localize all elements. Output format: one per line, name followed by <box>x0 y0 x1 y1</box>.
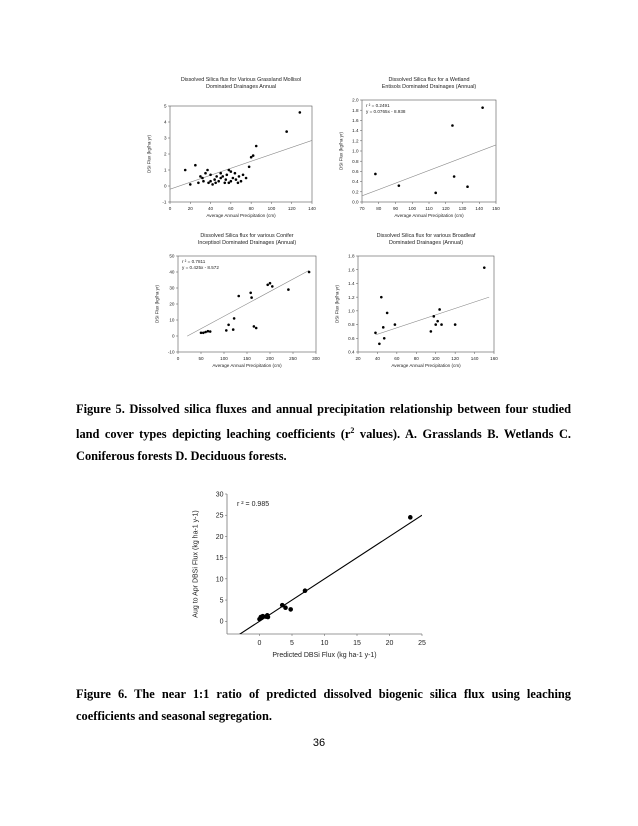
chart-c-data-point <box>225 329 228 332</box>
chart-d-data-point <box>434 323 437 326</box>
chart-e-x-tick-label: 0 <box>257 640 262 648</box>
chart-c-data-point <box>202 332 205 335</box>
chart-c-data-point <box>207 330 210 333</box>
chart-d-data-point <box>430 330 433 333</box>
chart-a-data-point <box>221 175 224 178</box>
chart-a-data-point <box>234 172 237 175</box>
chart-b-title: Dissolved Silica flux for a Wetland <box>388 77 470 83</box>
chart-c-x-tick-label: 100 <box>220 355 228 361</box>
chart-a-data-point <box>250 156 253 159</box>
chart-c-y-tick-label: 30 <box>169 285 175 291</box>
chart-e-y-tick-label: 0 <box>219 618 224 626</box>
chart-b-annotation: r ² = 0.2491 <box>366 103 390 108</box>
chart-a-x-tick-label: 40 <box>208 205 214 211</box>
chart-d-data-point <box>374 332 377 335</box>
chart-b-annotation: y = 0.0765x - 8.938 <box>366 108 406 114</box>
chart-a-data-point <box>214 182 217 185</box>
chart-b-y-tick-label: 0.6 <box>352 169 359 175</box>
chart-e-y-axis-label: Aug to Apr DBSi Flux (kg ha-1 y-1) <box>192 510 200 618</box>
chart-a-data-point <box>299 111 302 114</box>
chart-c-data-point <box>237 295 240 298</box>
chart-b-y-tick-label: 1.6 <box>352 118 359 124</box>
chart-d-x-tick-label: 60 <box>394 355 400 361</box>
chart-b-y-tick-label: 0.2 <box>352 189 359 195</box>
chart-a-data-point <box>242 174 245 177</box>
chart-b-y-tick-label: 1.0 <box>352 148 359 154</box>
chart-e-trendline <box>227 515 422 642</box>
chart-a-data-point <box>224 178 227 181</box>
chart-b-y-axis-label: DSi Flux (kg/ha yr) <box>338 131 344 171</box>
chart-d-data-point <box>378 342 381 345</box>
chart-b-data-point <box>453 175 456 178</box>
figure-5-caption-text: Figure 5. Dissolved silica fluxes and annual precipitation relationship between four studied land cover types depicting leaching coefficients (r <box>76 402 571 442</box>
figure-6-caption <box>76 683 571 727</box>
chart-c-data-point <box>308 271 311 274</box>
chart-a-data-point <box>285 130 288 133</box>
chart-d-y-tick-label: 0.4 <box>348 349 355 355</box>
chart-d-data-point <box>483 266 486 269</box>
chart-d-data-point <box>383 337 386 340</box>
chart-a-data-point <box>213 178 216 181</box>
chart-broadleaf-svg <box>320 230 530 380</box>
chart-d-y-tick-label: 1.2 <box>348 294 355 300</box>
chart-b-y-tick-label: 2.0 <box>352 97 359 103</box>
chart-a-data-point <box>230 180 233 183</box>
chart-a-data-point <box>252 154 255 157</box>
chart-a-y-tick-label: 5 <box>163 103 167 109</box>
chart-grassland-svg <box>138 74 338 226</box>
chart-a-x-tick-label: 60 <box>228 205 234 211</box>
chart-e-y-tick-label: 25 <box>215 512 224 520</box>
chart-a-y-tick-label: 3 <box>163 135 167 141</box>
chart-c-data-point <box>232 328 235 331</box>
chart-c-y-tick-label: -10 <box>167 349 175 355</box>
chart-c-annotation: r ² = 0.7811 <box>182 259 206 264</box>
chart-a-title: Dissolved Silica flux for Various Grassland Mollisol <box>180 77 302 83</box>
chart-d-x-tick-label: 120 <box>451 355 459 361</box>
chart-a-data-point <box>217 180 220 183</box>
chart-b-data-point <box>466 185 469 188</box>
figure-6-caption-text: Figure 6. The near 1:1 ratio of predicted dissolved biogenic silica flux using leaching coefficients and seasonal segregation. <box>76 687 571 723</box>
chart-d-title: Dissolved Silica flux for various Broadleaf <box>376 233 476 239</box>
chart-a-data-point <box>230 170 233 173</box>
chart-a-y-tick-label: 0 <box>163 183 167 189</box>
chart-e-x-axis-label: Predicted DBSi Flux (kg ha-1 y-1) <box>272 652 377 660</box>
chart-a-data-point <box>219 177 222 180</box>
chart-d-data-point <box>380 296 383 299</box>
chart-grassland <box>138 74 338 226</box>
chart-a-x-tick-label: 0 <box>168 205 172 211</box>
chart-a-data-point <box>184 169 187 172</box>
chart-e-y-tick-label: 20 <box>215 533 224 541</box>
chart-b-x-axis-label: Average Annual Precipitation (cm) <box>394 213 464 219</box>
chart-d-data-point <box>440 323 443 326</box>
chart-b-data-point <box>434 192 437 195</box>
chart-c-y-tick-label: 40 <box>169 269 175 275</box>
figure-5-caption <box>76 398 571 467</box>
chart-b-x-tick-label: 130 <box>458 205 467 211</box>
chart-a-data-point <box>197 182 200 185</box>
chart-a-data-point <box>245 177 248 180</box>
chart-c-data-point <box>227 324 230 327</box>
chart-e-data-point <box>288 607 293 612</box>
chart-c-y-axis-label: DSi Flux (kg/ha yr) <box>154 284 160 324</box>
chart-predicted-vs-observed-svg <box>190 484 440 674</box>
chart-c-x-tick-label: 200 <box>266 355 274 361</box>
chart-c-data-point <box>200 332 203 335</box>
chart-d-y-tick-label: 1.6 <box>348 267 355 273</box>
chart-c-annotation: y = 0.425x - 8.572 <box>182 264 219 270</box>
chart-b-trendline <box>362 145 496 196</box>
chart-a-data-point <box>189 183 192 186</box>
chart-a-x-tick-label: 80 <box>248 205 254 211</box>
chart-d-plot-frame <box>358 256 494 352</box>
chart-b-data-point <box>398 184 401 187</box>
chart-conifer <box>138 230 338 380</box>
chart-e-data-point <box>283 605 288 610</box>
chart-d-x-tick-label: 100 <box>431 355 440 361</box>
chart-a-data-point <box>235 178 238 181</box>
chart-a-plot-frame <box>170 106 312 202</box>
chart-d-y-axis-label: DSi Flux (kg/ha yr) <box>334 284 340 324</box>
chart-c-x-axis-label: Average Annual Precipitation (cm) <box>212 363 282 369</box>
chart-a-data-point <box>248 166 251 169</box>
chart-a-data-point <box>237 182 240 185</box>
chart-d-x-tick-label: 80 <box>413 355 419 361</box>
chart-c-y-tick-label: 50 <box>169 253 175 259</box>
chart-e-y-tick-label: 30 <box>215 491 224 499</box>
chart-a-data-point <box>209 174 212 177</box>
chart-e-y-tick-label: 10 <box>215 576 224 584</box>
chart-a-data-point <box>238 175 241 178</box>
chart-d-x-tick-label: 20 <box>355 355 361 361</box>
chart-c-title: Inceptisol Dominated Drainages (Annual) <box>197 240 297 246</box>
chart-conifer-svg <box>138 230 338 380</box>
chart-d-y-tick-label: 1.8 <box>348 253 355 259</box>
chart-a-x-tick-label: 20 <box>187 205 193 211</box>
chart-d-x-tick-label: 140 <box>470 355 479 361</box>
chart-d-data-point <box>438 308 441 311</box>
chart-e-x-tick-label: 5 <box>290 640 294 648</box>
chart-a-data-point <box>232 177 235 180</box>
chart-c-title: Dissolved Silica flux for various Conifer <box>200 233 294 239</box>
chart-a-data-point <box>207 182 210 185</box>
chart-c-x-tick-label: 50 <box>198 355 204 361</box>
chart-b-y-tick-label: 0.8 <box>352 158 359 164</box>
chart-d-y-tick-label: 1.4 <box>348 281 355 287</box>
chart-e-annotation: r ² = 0.985 <box>237 501 270 508</box>
chart-a-x-tick-label: 140 <box>308 205 316 211</box>
chart-a-data-point <box>226 174 229 177</box>
chart-a-data-point <box>209 180 212 183</box>
chart-c-y-tick-label: 0 <box>171 333 175 339</box>
chart-a-data-point <box>194 164 197 167</box>
chart-b-y-tick-label: 1.8 <box>352 107 359 113</box>
chart-c-data-point <box>250 296 253 299</box>
chart-a-y-tick-label: 1 <box>163 167 167 173</box>
figure-5-caption-sup: 2 <box>350 426 355 435</box>
chart-d-x-tick-label: 160 <box>490 355 498 361</box>
chart-a-x-tick-label: 100 <box>267 205 276 211</box>
chart-c-y-tick-label: 20 <box>169 301 175 307</box>
chart-c-y-tick-label: 10 <box>169 317 175 323</box>
chart-a-x-axis-label: Average Annual Precipitation (cm) <box>206 213 276 219</box>
chart-b-data-point <box>451 124 454 127</box>
chart-c-x-tick-label: 0 <box>176 355 180 361</box>
chart-a-data-point <box>202 180 205 183</box>
chart-a-y-tick-label: 2 <box>163 151 167 157</box>
chart-a-x-tick-label: 120 <box>287 205 296 211</box>
chart-b-x-tick-label: 120 <box>441 205 450 211</box>
chart-a-data-point <box>228 182 231 185</box>
chart-a-data-point <box>228 169 231 172</box>
chart-d-y-tick-label: 0.6 <box>348 335 355 341</box>
chart-a-data-point <box>199 175 202 178</box>
chart-b-y-tick-label: 0.4 <box>352 179 359 185</box>
chart-b-plot-frame <box>362 100 496 202</box>
chart-a-data-point <box>204 172 207 175</box>
chart-c-data-point <box>255 327 258 330</box>
chart-d-data-point <box>382 326 385 329</box>
chart-c-x-tick-label: 300 <box>312 355 320 361</box>
chart-b-x-tick-label: 90 <box>392 205 399 211</box>
chart-a-y-axis-label: DSi Flux (kg/ha yr) <box>146 134 152 174</box>
chart-a-y-tick-label: 4 <box>163 119 167 125</box>
chart-c-x-tick-label: 250 <box>289 355 297 361</box>
chart-e-x-tick-label: 25 <box>418 640 426 648</box>
chart-e-x-tick-label: 20 <box>385 640 394 648</box>
chart-broadleaf <box>320 230 530 380</box>
chart-c-data-point <box>271 285 274 288</box>
chart-b-y-tick-label: 1.2 <box>352 138 359 144</box>
chart-c-data-point <box>209 330 212 333</box>
chart-a-data-point <box>223 182 226 185</box>
chart-a-data-point <box>206 169 209 172</box>
chart-d-data-point <box>386 312 389 315</box>
chart-c-data-point <box>233 317 236 320</box>
chart-c-x-tick-label: 150 <box>243 355 251 361</box>
chart-a-title: Dominated Drainages Annual <box>205 84 277 90</box>
chart-d-data-point <box>394 323 397 326</box>
chart-b-title: Entisols Dominated Drainages (Annual) <box>381 84 477 90</box>
chart-wetland-svg <box>330 74 530 226</box>
chart-c-trendline <box>187 270 309 336</box>
chart-b-x-tick-label: 140 <box>475 205 484 211</box>
chart-d-x-tick-label: 40 <box>374 355 380 361</box>
chart-b-x-tick-label: 70 <box>359 205 365 211</box>
chart-d-data-point <box>454 323 457 326</box>
chart-a-data-point <box>255 145 258 148</box>
chart-a-data-point <box>201 177 204 180</box>
chart-e-y-tick-label: 15 <box>215 555 224 563</box>
chart-c-data-point <box>204 331 207 334</box>
chart-c-data-point <box>253 325 256 328</box>
chart-e-data-point <box>303 588 308 593</box>
chart-d-trendline <box>375 297 489 335</box>
chart-d-title: Dominated Drainages (Annual) <box>388 240 464 246</box>
chart-a-data-point <box>219 172 222 175</box>
chart-e-data-point <box>266 615 271 620</box>
chart-b-y-tick-label: 0.0 <box>352 199 359 205</box>
chart-c-data-point <box>287 288 290 291</box>
chart-a-data-point <box>240 180 243 183</box>
chart-e-y-tick-label: 5 <box>219 597 224 605</box>
chart-d-y-tick-label: 1.0 <box>348 308 355 314</box>
figure-5-caption-text-end: values). A. Grasslands B. Wetlands C. Coniferous forests D. Deciduous forests. <box>76 427 571 464</box>
chart-c-data-point <box>266 284 269 287</box>
chart-e-x-tick-label: 10 <box>320 640 329 648</box>
chart-e-data-point <box>408 515 413 520</box>
chart-b-x-tick-label: 110 <box>425 205 433 211</box>
chart-b-data-point <box>374 173 377 176</box>
chart-c-data-point <box>269 282 272 285</box>
chart-b-x-tick-label: 150 <box>492 205 500 211</box>
chart-a-data-point <box>215 175 218 178</box>
chart-b-x-tick-label: 80 <box>376 205 382 211</box>
chart-b-y-tick-label: 1.4 <box>352 128 359 134</box>
chart-wetland <box>330 74 530 226</box>
chart-d-data-point <box>436 320 439 323</box>
chart-e-x-tick-label: 15 <box>353 640 361 648</box>
chart-b-data-point <box>481 106 484 109</box>
chart-d-x-axis-label: Average Annual Precipitation (cm) <box>391 363 461 369</box>
chart-predicted-vs-observed <box>190 484 440 674</box>
chart-d-y-tick-label: 0.8 <box>348 322 355 328</box>
chart-c-data-point <box>249 292 252 295</box>
chart-d-data-point <box>432 315 435 318</box>
page-number: 36 <box>312 737 326 749</box>
chart-b-x-tick-label: 100 <box>408 205 417 211</box>
chart-a-y-tick-label: -1 <box>162 199 167 205</box>
chart-a-data-point <box>211 183 214 186</box>
